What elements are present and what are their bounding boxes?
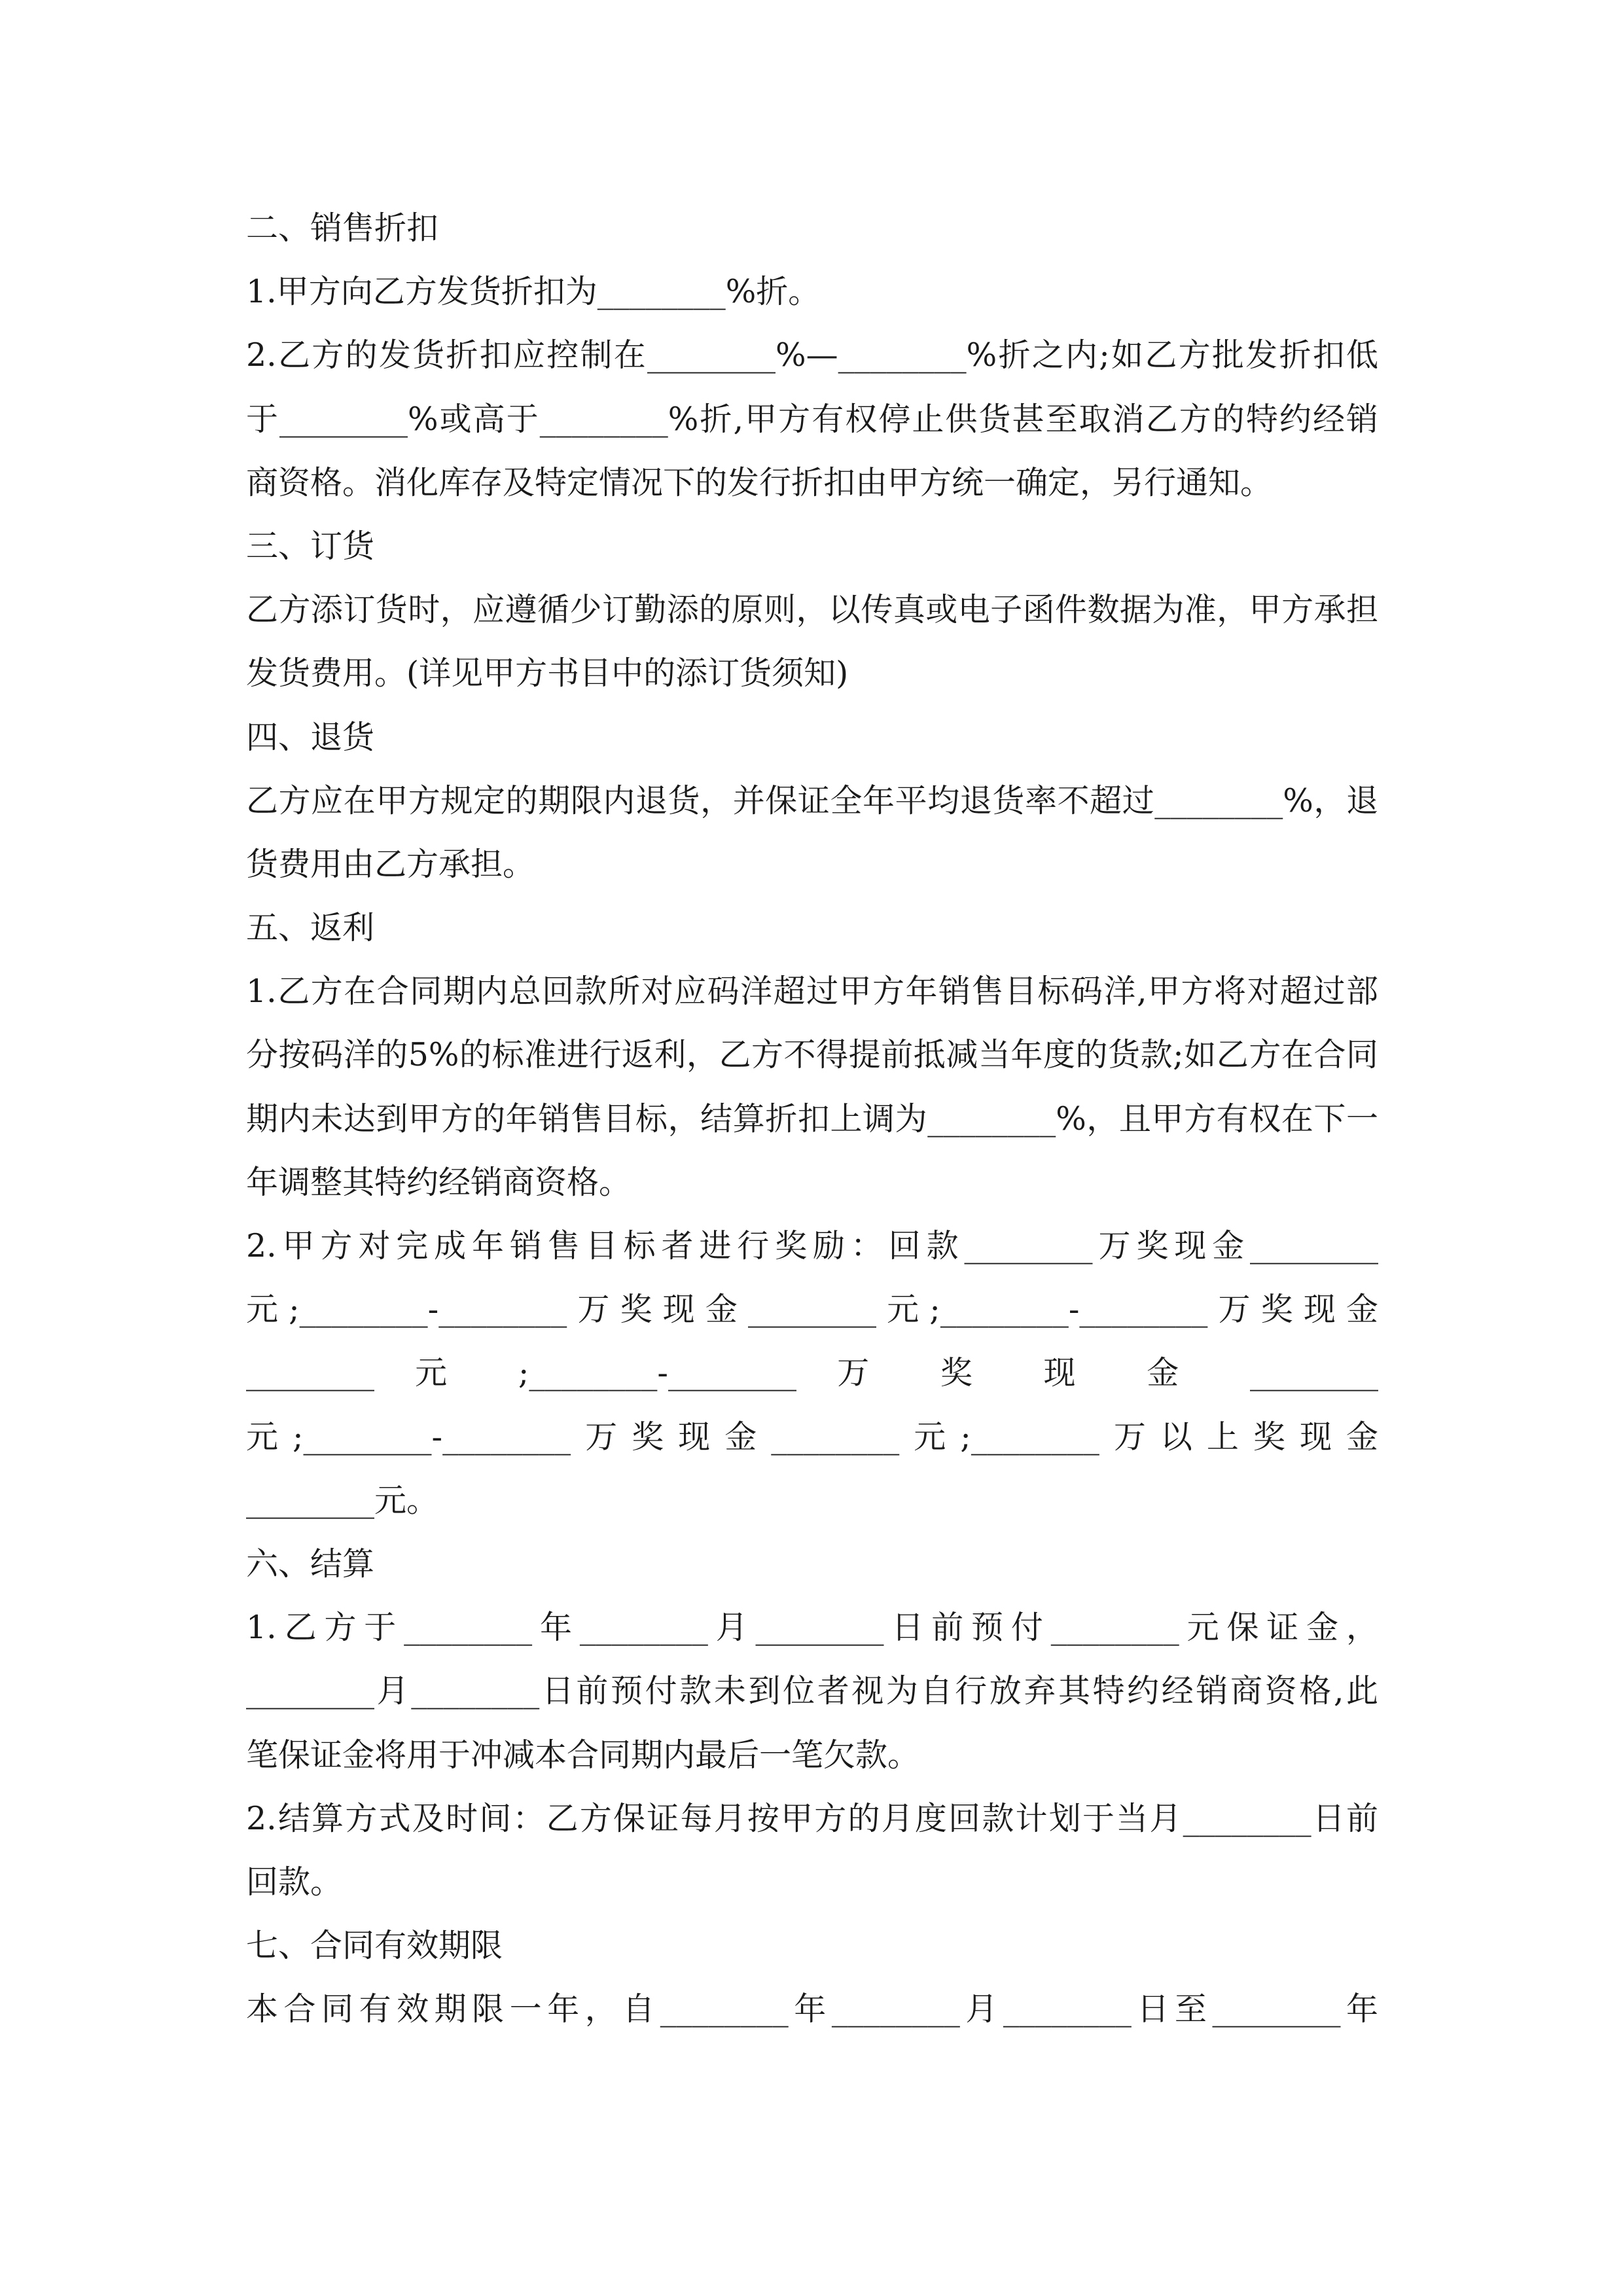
paragraph-line: 笔保证金将用于冲减本合同期内最后一笔欠款。 xyxy=(246,1736,920,1774)
paragraph-line: 2.结算方式及时间：乙方保证每月按甲方的月度回款计划于当月________日前 xyxy=(246,1799,1378,1837)
section-heading: 六、结算 xyxy=(246,1545,375,1583)
paragraph-line: 元;________-________万奖现金________元;________万以上奖现金 xyxy=(246,1418,1378,1456)
paragraph-line: 于________%或高于________%折,甲方有权停止供货甚至取消乙方的特约经销 xyxy=(246,400,1378,438)
paragraph-line: 年调整其特约经销商资格。 xyxy=(246,1163,632,1201)
paragraph-line: ________ 元 ;________-________ 万 奖 现 金 ________ xyxy=(246,1354,1378,1392)
paragraph-line: 回款。 xyxy=(246,1863,343,1901)
paragraph-line: 1.乙方在合同期内总回款所对应码洋超过甲方年销售目标码洋,甲方将对超过部 xyxy=(246,973,1378,1011)
paragraph-line: 分按码洋的5%的标准进行返利，乙方不得提前抵减当年度的货款;如乙方在合同 xyxy=(246,1036,1378,1074)
paragraph-line: 2.甲方对完成年销售目标者进行奖励：回款________万奖现金________ xyxy=(246,1227,1378,1265)
paragraph-line: 期内未达到甲方的年销售目标，结算折扣上调为________%，且甲方有权在下一 xyxy=(246,1100,1378,1138)
paragraph-line: 本合同有效期限一年，自________年________月________日至________年 xyxy=(246,1990,1378,2028)
document-body xyxy=(246,196,1378,2041)
paragraph-line: 货费用由乙方承担。 xyxy=(246,845,535,883)
paragraph-line: 商资格。消化库存及特定情况下的发行折扣由甲方统一确定，另行通知。 xyxy=(246,463,1273,501)
section-heading: 二、销售折扣 xyxy=(246,209,439,247)
paragraph-line: ________元。 xyxy=(246,1481,439,1519)
paragraph-line: 2.乙方的发货折扣应控制在________%—________%折之内;如乙方批发折扣低 xyxy=(246,336,1378,374)
section-heading: 七、合同有效期限 xyxy=(246,1927,503,1965)
paragraph-line: 1.甲方向乙方发货折扣为________%折。 xyxy=(246,273,821,311)
paragraph-line: ________月________日前预付款未到位者视为自行放弃其特约经销商资格,此 xyxy=(246,1672,1378,1710)
section-heading: 五、返利 xyxy=(246,909,375,947)
paragraph-line: 发货费用。(详见甲方书目中的添订货须知) xyxy=(246,655,849,692)
section-heading: 三、订货 xyxy=(246,527,375,565)
section-heading: 四、退货 xyxy=(246,718,375,756)
paragraph-line: 乙方应在甲方规定的期限内退货，并保证全年平均退货率不超过________%，退 xyxy=(246,781,1378,819)
paragraph-line: 元;________-________万奖现金________元;________-________万奖现金 xyxy=(246,1291,1378,1329)
paragraph-line: 1.乙方于________年________月________日前预付________元保证金， xyxy=(246,1609,1378,1647)
paragraph-line: 乙方添订货时，应遵循少订勤添的原则，以传真或电子函件数据为准，甲方承担 xyxy=(246,591,1378,629)
